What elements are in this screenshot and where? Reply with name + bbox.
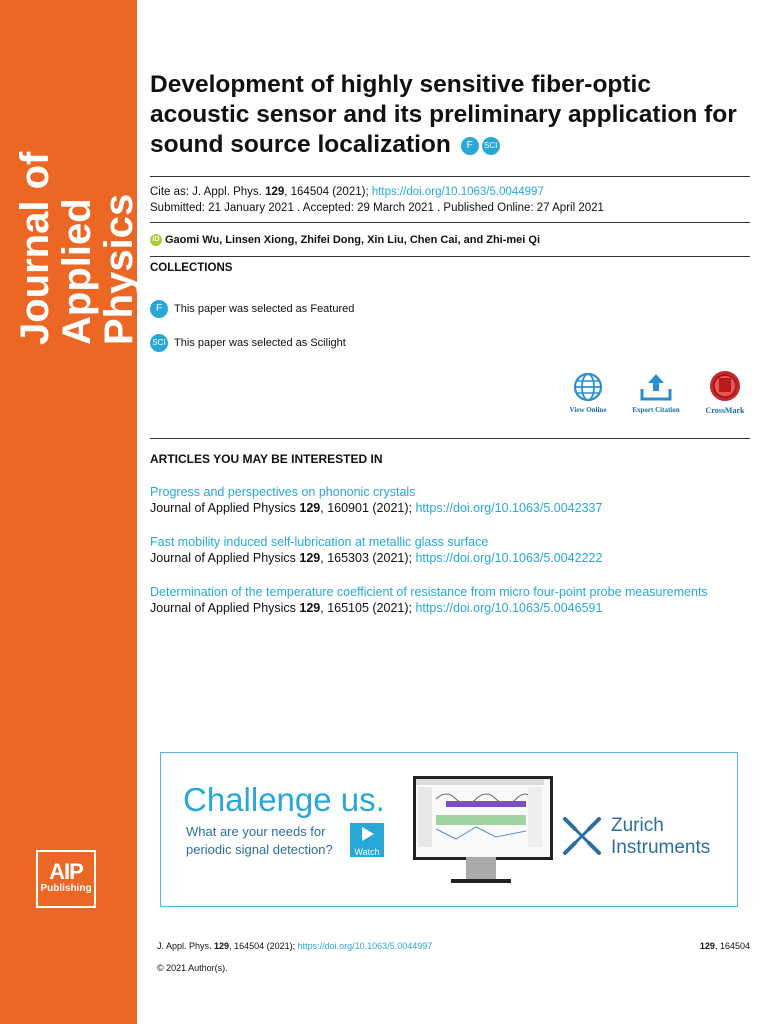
footer-citation: J. Appl. Phys. 129, 164504 (2021); https://doi.org/10.1063/5.0044997 xyxy=(157,941,433,951)
journal-name-line2: Applied Physics xyxy=(55,193,141,345)
footer-doi-link[interactable]: https://doi.org/10.1063/5.0044997 xyxy=(297,941,433,951)
author-list: iD Gaomi Wu, Linsen Xiong, Zhifei Dong, Xin Liu, Chen Cai, and Zhi-mei Qi xyxy=(150,234,540,246)
featured-badge-icon: F xyxy=(150,300,168,318)
scilight-badge-icon[interactable]: SCI xyxy=(482,137,500,155)
related-article-doi-link[interactable]: https://doi.org/10.1063/5.0046591 xyxy=(415,601,603,615)
journal-sidebar xyxy=(0,0,141,1024)
play-icon xyxy=(350,823,384,845)
scilight-badge-icon: SCI xyxy=(150,334,168,352)
related-article-2: Fast mobility induced self-lubrication at metallic glass surface Journal of Applied Physics 129, 165303 (2021); https://doi.org/10.1063/5.0042222 xyxy=(150,534,740,566)
export-icon xyxy=(639,372,673,402)
zurich-instruments-brand: Zurich Instruments xyxy=(611,815,711,858)
aip-publishing-logo[interactable]: AIP Publishing xyxy=(36,850,96,908)
export-citation-button[interactable]: Export Citation xyxy=(626,372,686,414)
crossmark-icon xyxy=(709,370,741,402)
divider xyxy=(150,222,750,223)
footer-page-id: 129, 164504 xyxy=(699,941,750,951)
journal-name-line1: Journal of xyxy=(13,151,57,345)
related-article-3: Determination of the temperature coefficient of resistance from micro four-point probe measurements Journal of Applied Physics 129, 165105 (2021); https://doi.org/10.1063/5.0046591 xyxy=(150,584,740,616)
monitor-screenshot-image xyxy=(413,776,553,860)
ad-question: What are your needs for periodic signal detection? xyxy=(186,824,333,857)
related-article-doi-link[interactable]: https://doi.org/10.1063/5.0042222 xyxy=(415,551,603,565)
divider xyxy=(150,176,750,177)
instrument-screen-icon xyxy=(416,779,544,851)
collections-heading: COLLECTIONS xyxy=(150,262,233,274)
crossmark-button[interactable]: CrossMark xyxy=(695,370,755,415)
divider xyxy=(150,438,750,439)
citation-line: Cite as: J. Appl. Phys. 129, 164504 (2021); https://doi.org/10.1063/5.0044997 xyxy=(150,186,544,198)
advertisement-banner[interactable] xyxy=(160,752,738,907)
orcid-icon[interactable]: iD xyxy=(150,234,162,246)
monitor-base xyxy=(451,879,511,883)
journal-name xyxy=(13,55,141,345)
related-article-title[interactable]: Fast mobility induced self-lubrication at metallic glass surface xyxy=(150,535,489,549)
view-online-button[interactable]: View Online xyxy=(558,372,618,414)
collection-item-scilight[interactable]: SCI This paper was selected as Scilight xyxy=(150,334,346,352)
related-article-1: Progress and perspectives on phononic crystals Journal of Applied Physics 129, 160901 (2021); https://doi.org/10.1063/5.0042337 xyxy=(150,484,740,516)
copyright: © 2021 Author(s). xyxy=(157,963,228,973)
article-doi-link[interactable]: https://doi.org/10.1063/5.0044997 xyxy=(371,186,544,198)
watch-video-button[interactable]: Watch xyxy=(350,823,384,857)
article-title: Development of highly sensitive fiber-optic acoustic sensor and its preliminary application for sound source localization F SCI xyxy=(150,71,737,158)
related-article-title[interactable]: Determination of the temperature coefficient of resistance from micro four-point probe measurements xyxy=(150,585,708,599)
zurich-instruments-logo-icon xyxy=(561,815,603,857)
ad-headline: Challenge us. xyxy=(183,781,385,818)
divider xyxy=(150,256,750,257)
related-article-title[interactable]: Progress and perspectives on phononic crystals xyxy=(150,485,416,499)
featured-badge-icon[interactable]: F xyxy=(461,137,479,155)
monitor-stand xyxy=(466,857,496,879)
related-articles-heading: ARTICLES YOU MAY BE INTERESTED IN xyxy=(150,452,383,466)
globe-icon xyxy=(573,372,603,402)
publication-dates: Submitted: 21 January 2021 . Accepted: 29 March 2021 . Published Online: 27 April 2021 xyxy=(150,202,604,214)
related-article-doi-link[interactable]: https://doi.org/10.1063/5.0042337 xyxy=(415,501,603,515)
collection-item-featured[interactable]: F This paper was selected as Featured xyxy=(150,300,354,318)
